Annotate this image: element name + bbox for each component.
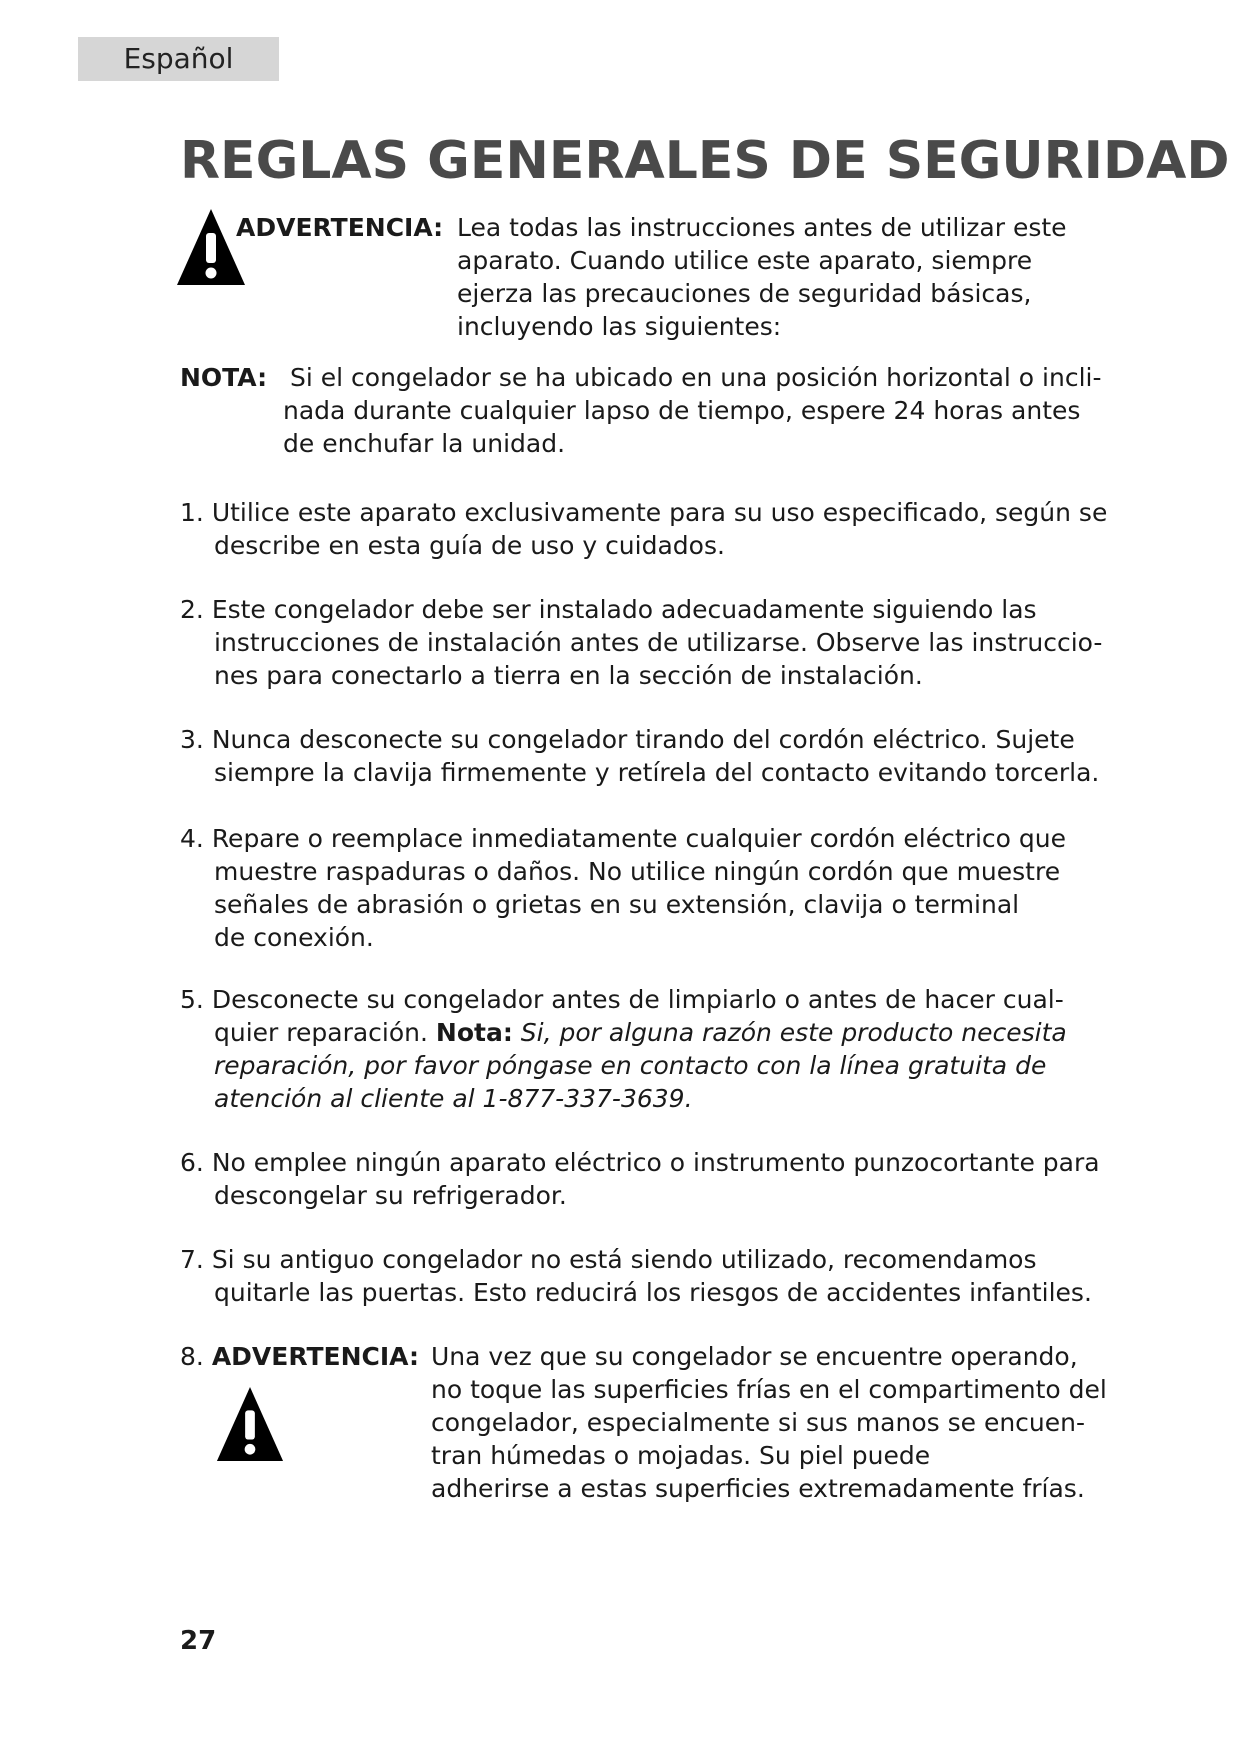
note-text (283, 361, 1102, 460)
item-number: 2. (180, 595, 204, 624)
note-label: NOTA: (180, 363, 268, 392)
warning-icon (215, 1385, 285, 1463)
text-line: aparato. Cuando utilice este aparato, siempre (457, 246, 1033, 275)
list-item (180, 822, 1066, 954)
note-label-block (180, 361, 267, 394)
warning-label: ADVERTENCIA: (236, 213, 444, 242)
note-inline-label: Nota: (435, 1018, 513, 1047)
text-line: Nunca desconecte su congelador tirando del cordón eléctrico. Sujete (211, 725, 1075, 754)
text-line: quitarle las puertas. Esto reducirá los riesgos de accidentes infantiles. (214, 1278, 1092, 1307)
page-number: 27 (180, 1626, 217, 1656)
list-item (180, 1146, 1100, 1212)
warning-intro-text (457, 211, 1067, 343)
text-line: tran húmedas o mojadas. Su piel puede (431, 1441, 931, 1470)
text-line: nada durante cualquier lapso de tiempo, espere 24 horas antes (283, 396, 1081, 425)
text-line: siempre la clavija firmemente y retírela del contacto evitando torcerla. (214, 758, 1100, 787)
item-number: 5. (180, 985, 204, 1014)
text-line: incluyendo las siguientes: (457, 312, 782, 341)
list-item (180, 723, 1099, 789)
text-line: Si el congelador se ha ubicado en una posición horizontal o incli- (290, 363, 1102, 392)
text-line: quier reparación. (214, 1018, 428, 1047)
text-line: de enchufar la unidad. (283, 429, 566, 458)
text-line: Desconecte su congelador antes de limpiarlo o antes de hacer cual- (211, 985, 1064, 1014)
text-line: Una vez que su congelador se encuentre operando, (431, 1342, 1078, 1371)
item-number: 1. (180, 498, 204, 527)
text-line: Utilice este aparato exclusivamente para su uso especificado, según se (211, 498, 1108, 527)
text-line: no toque las superficies frías en el compartimento del (431, 1375, 1107, 1404)
item-number: 8. (180, 1342, 204, 1371)
text-line: instrucciones de instalación antes de utilizarse. Observe las instruccio- (214, 628, 1103, 657)
item-number: 4. (180, 824, 204, 853)
text-line: congelador, especialmente si sus manos se encuen- (431, 1408, 1086, 1437)
text-line: adherirse a estas superficies extremadamente frías. (431, 1474, 1085, 1503)
item-number: 3. (180, 725, 204, 754)
text-line: de conexión. (214, 923, 374, 952)
warning-label: ADVERTENCIA: (211, 1342, 419, 1371)
language-tab: Español (78, 37, 279, 81)
text-line: No emplee ningún aparato eléctrico o instrumento punzocortante para (211, 1148, 1100, 1177)
list-item (180, 593, 1102, 692)
text-line: Este congelador debe ser instalado adecuadamente siguiendo las (211, 595, 1037, 624)
list-item (180, 1243, 1092, 1309)
text-line: reparación, por favor póngase en contacto con la línea gratuita de (214, 1051, 1047, 1080)
text-line: descongelar su refrigerador. (214, 1181, 567, 1210)
page-title: REGLAS GENERALES DE SEGURIDAD (180, 131, 1230, 191)
text-line: nes para conectarlo a tierra en la sección de instalación. (214, 661, 923, 690)
text-line: señales de abrasión o grietas en su extensión, clavija o terminal (214, 890, 1020, 919)
text-line: ejerza las precauciones de seguridad básicas, (457, 279, 1032, 308)
text-line: Repare o reemplace inmediatamente cualquier cordón eléctrico que (211, 824, 1066, 853)
text-line: Lea todas las instrucciones antes de utilizar este (457, 213, 1067, 242)
item-number: 7. (180, 1245, 204, 1274)
list-item (180, 496, 1107, 562)
text-line: Si, por alguna razón este producto necesita (520, 1018, 1067, 1047)
warning-intro (236, 211, 443, 244)
text-line: describe en esta guía de uso y cuidados. (214, 531, 725, 560)
customer-service-phone: atención al cliente al 1-877-337-3639. (214, 1084, 693, 1113)
list-item (180, 983, 1067, 1115)
list-item (180, 1340, 419, 1373)
item-8-text (431, 1340, 1107, 1505)
item-number: 6. (180, 1148, 204, 1177)
text-line: muestre raspaduras o daños. No utilice ningún cordón que muestre (214, 857, 1061, 886)
text-line: Si su antiguo congelador no está siendo utilizado, recomendamos (211, 1245, 1037, 1274)
